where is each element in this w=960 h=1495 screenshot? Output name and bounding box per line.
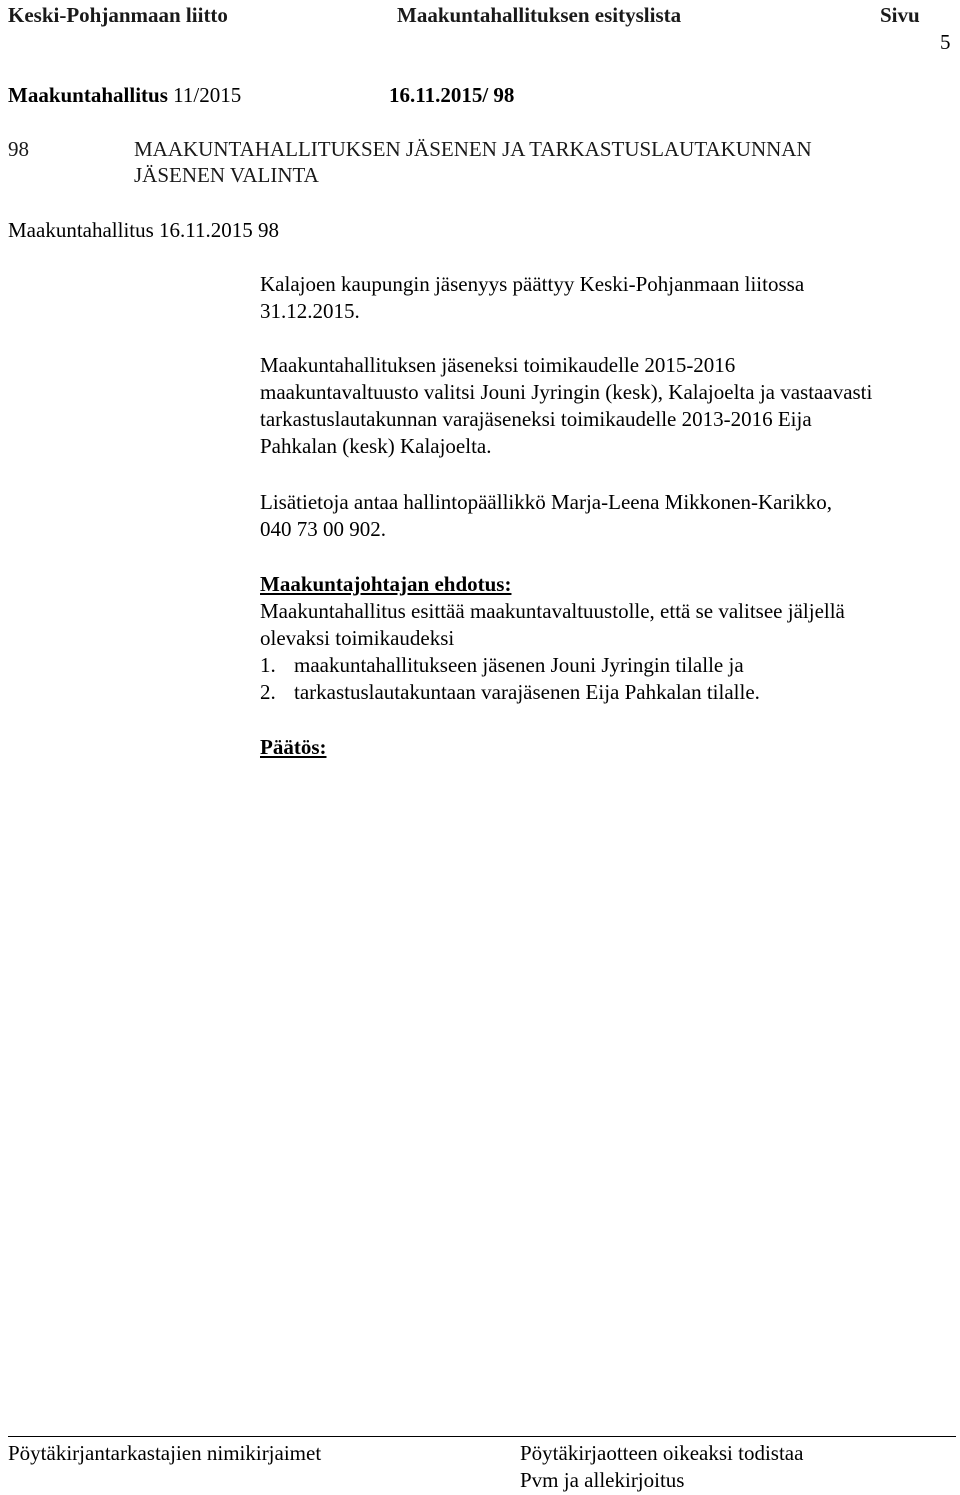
section-number: 98 [8, 137, 29, 161]
proposal-line2: olevaksi toimikaudeksi [260, 626, 455, 650]
paragraph-1-line1: Kalajoen kaupungin jäsenyys päättyy Keski-Pohjanmaan liitossa [260, 272, 805, 296]
paragraph-2-line3: tarkastuslautakunnan varajäseneksi toimikaudelle 2013-2016 Eija [260, 407, 812, 431]
section-title-line1: MAAKUNTAHALLITUKSEN JÄSENEN JA TARKASTUSLAUTAKUNNAN [134, 137, 812, 161]
paragraph-2-line1: Maakuntahallituksen jäseneksi toimikaudelle 2015-2016 [260, 353, 736, 377]
paragraph-2-line4: Pahkalan (kesk) Kalajoelta. [260, 434, 492, 458]
header-org: Keski-Pohjanmaan liitto [8, 3, 228, 27]
paragraph-1-line2: 31.12.2015. [260, 299, 360, 323]
proposal-item-2-num: 2. [260, 680, 276, 704]
meeting-session: 11/2015 [173, 83, 242, 107]
paragraph-3-line1: Lisätietoja antaa hallintopäällikkö Marja-Leena Mikkonen-Karikko, [260, 490, 833, 514]
meeting-body-name: Maakuntahallitus [8, 83, 168, 107]
proposal-item-1-text: maakuntahallitukseen jäsenen Jouni Jyringin tilalle ja [294, 653, 744, 677]
proposal-item-2-text: tarkastuslautakuntaan varajäsenen Eija Pahkalan tilalle. [294, 680, 760, 704]
decision-heading: Päätös: [260, 735, 327, 759]
header-page-number: 5 [940, 30, 951, 54]
proposal-line1: Maakuntahallitus esittää maakuntavaltuustolle, että se valitsee jäljellä [260, 599, 845, 623]
header-doc-title: Maakuntahallituksen esityslista [397, 3, 682, 27]
proposal-heading: Maakuntajohtajan ehdotus: [260, 572, 512, 596]
paragraph-2-line2: maakuntavaltuusto valitsi Jouni Jyringin (kesk), Kalajoelta ja vastaavasti [260, 380, 873, 404]
header-page-label: Sivu [880, 3, 920, 27]
proposal-item-1-num: 1. [260, 653, 276, 677]
footer-right-line2: Pvm ja allekirjoitus [520, 1468, 685, 1492]
footer-left: Pöytäkirjantarkastajien nimikirjaimet [8, 1441, 322, 1465]
footer-rule-right [388, 1436, 956, 1437]
footer-rule-left [8, 1436, 388, 1437]
meeting-ref: 16.11.2015/ 98 [389, 83, 515, 107]
paragraph-3-line2: 040 73 00 902. [260, 517, 386, 541]
meeting-body [8, 83, 241, 108]
section-title-line2: JÄSENEN VALINTA [134, 163, 319, 187]
footer-right-line1: Pöytäkirjaotteen oikeaksi todistaa [520, 1441, 804, 1465]
item-ref: Maakuntahallitus 16.11.2015 98 [8, 218, 280, 242]
